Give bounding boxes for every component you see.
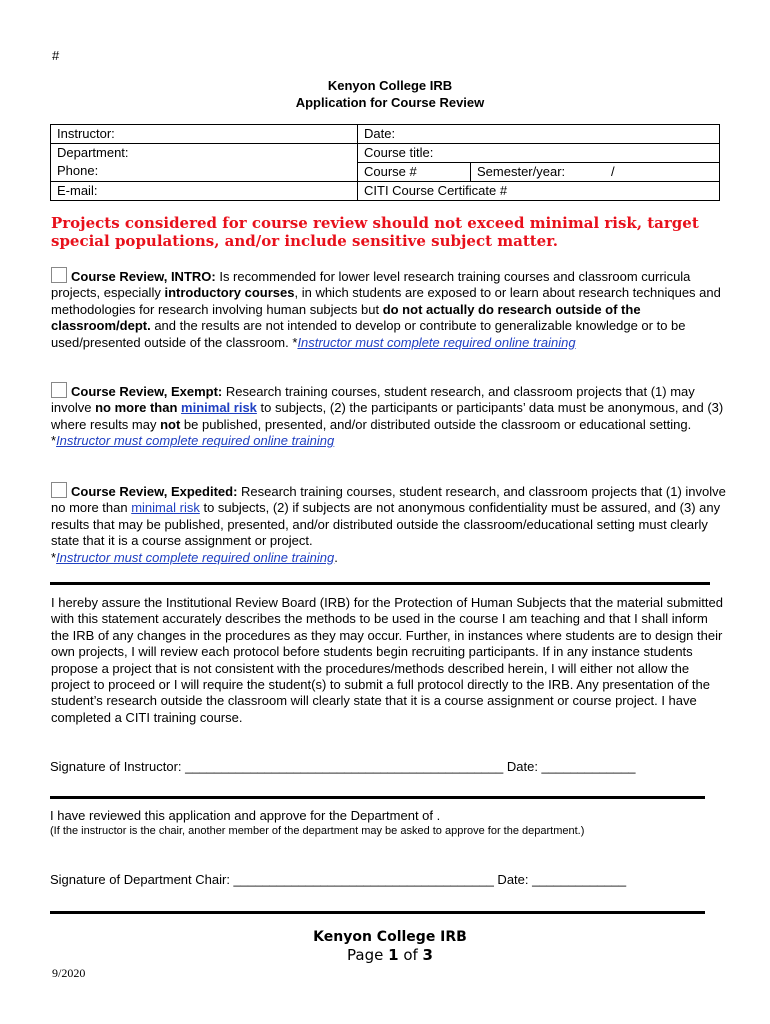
phone-field[interactable]: Phone: [51, 162, 358, 182]
exempt-star: * [51, 433, 57, 449]
citi-field[interactable]: CITI Course Certificate # [358, 182, 720, 201]
intro-checkbox[interactable] [51, 267, 67, 283]
semester-field[interactable]: Semester/year: [471, 162, 607, 181]
exempt-text: Research training courses, student research, and classroom projects that (1) may involve [51, 384, 695, 416]
intro-label: Course Review, INTRO: [71, 269, 216, 284]
expedited-period: . [334, 549, 338, 565]
divider [50, 796, 705, 799]
course-number-field[interactable]: Course # [358, 162, 471, 181]
semester-slash: / [607, 162, 719, 181]
exempt-minimal-risk-link[interactable]: minimal risk [181, 400, 257, 416]
intro-training-link[interactable]: Instructor must complete required online training [297, 334, 576, 350]
department-field[interactable]: Department: [51, 144, 358, 163]
expedited-checkbox[interactable] [51, 482, 67, 498]
department-note: (If the instructor is the chair, another member of the department may be asked to approve for the department.) [50, 825, 585, 837]
risk-warning: Projects considered for course review should not exceed minimal risk, target special populations, and/or include sensitive subject matter. [51, 214, 699, 250]
instructor-signature-line[interactable]: Signature of Instructor: ____________________________________________ Date: _____________ [50, 759, 636, 774]
expedited-text: Research training courses, student research, and classroom projects that (1) involve no more than [51, 484, 726, 516]
course-title-field[interactable]: Course title: [358, 144, 720, 163]
exempt-label: Course Review, Exempt: [71, 384, 223, 399]
page-word: Page [347, 946, 389, 964]
department-approval-text: I have reviewed this application and approve for the Department of . [50, 808, 441, 823]
intro-text: and the results are not intended to develop or contribute to generalizable knowledge or to be used/presented outside of the classroom. * [51, 318, 686, 350]
course-semester-cell [358, 162, 720, 182]
page-number: 1 [388, 946, 399, 964]
chair-signature-line[interactable]: Signature of Department Chair: ____________________________________ Date: _____________ [50, 872, 627, 887]
divider [50, 582, 710, 585]
expedited-label: Course Review, Expedited: [71, 484, 238, 499]
exempt-text: be published, presented, and/or distributed outside the classroom or educational setting. [180, 416, 692, 432]
expedited-text: to subjects, (2) if subjects are not anonymous confidentiality must be assured, and (3) any results that may be published, presented, and/or distributed outside the classroom/educational setting must clearly state that it is a course assignment or project. [51, 500, 721, 549]
expedited-star: * [51, 549, 57, 565]
expedited-section [51, 482, 726, 566]
exempt-bold: not [160, 416, 181, 432]
org-title: Kenyon College IRB [327, 78, 453, 93]
page-total: 3 [422, 946, 433, 964]
page-indicator [0, 946, 770, 964]
form-title: Application for Course Review [295, 95, 485, 110]
info-table [50, 124, 720, 201]
divider [50, 911, 705, 914]
email-field[interactable]: E-mail: [51, 182, 358, 201]
intro-text: Is recommended for lower level research training courses and classroom curricula projects, especially [51, 269, 691, 301]
expedited-training-link[interactable]: Instructor must complete required online training [56, 549, 335, 565]
of-word: of [398, 946, 423, 964]
hash-mark: # [52, 48, 60, 63]
exempt-training-link[interactable]: Instructor must complete required online training [56, 433, 335, 449]
exempt-checkbox[interactable] [51, 382, 67, 398]
revision-date: 9/2020 [52, 966, 86, 980]
instructor-field[interactable]: Instructor: [51, 125, 358, 144]
expedited-minimal-risk-link[interactable]: minimal risk [131, 500, 200, 516]
assurance-statement: I hereby assure the Institutional Review Board (IRB) for the Protection of Human Subjects that the material submitted with this statement accurately describes the methods to be used in the course I am teaching and that I shall inform the IRB of any changes in the procedures as they may occur. Further, in instances where students are to design their own projects, I will review each protocol before students begin recruiting participants. If in any instance students propose a project that is not consistent with the procedures/methods described herein, I will either not allow the project to proceed or I will require the student(s) to submit a full protocol directly to the IRB. Any presentation of the student’s research outside the classroom will clearly state that it is a course assignment or course project. I have completed a CITI training course. [51, 595, 723, 725]
exempt-section [51, 382, 726, 450]
exempt-bold: no more than [95, 400, 178, 416]
intro-bold: introductory courses [164, 285, 295, 301]
intro-bold: do not actually do research outside of the classroom/dept. [51, 301, 641, 334]
intro-section [51, 267, 726, 351]
intro-text: , in which students are exposed to or learn about research techniques and methodologies for research involving human subjects but [51, 285, 721, 317]
exempt-text: to subjects, (2) the participants or participants’ data must be anonymous, and (3) where results may [51, 400, 724, 432]
footer-org: Kenyon College IRB [313, 929, 467, 945]
date-field[interactable]: Date: [358, 125, 720, 144]
